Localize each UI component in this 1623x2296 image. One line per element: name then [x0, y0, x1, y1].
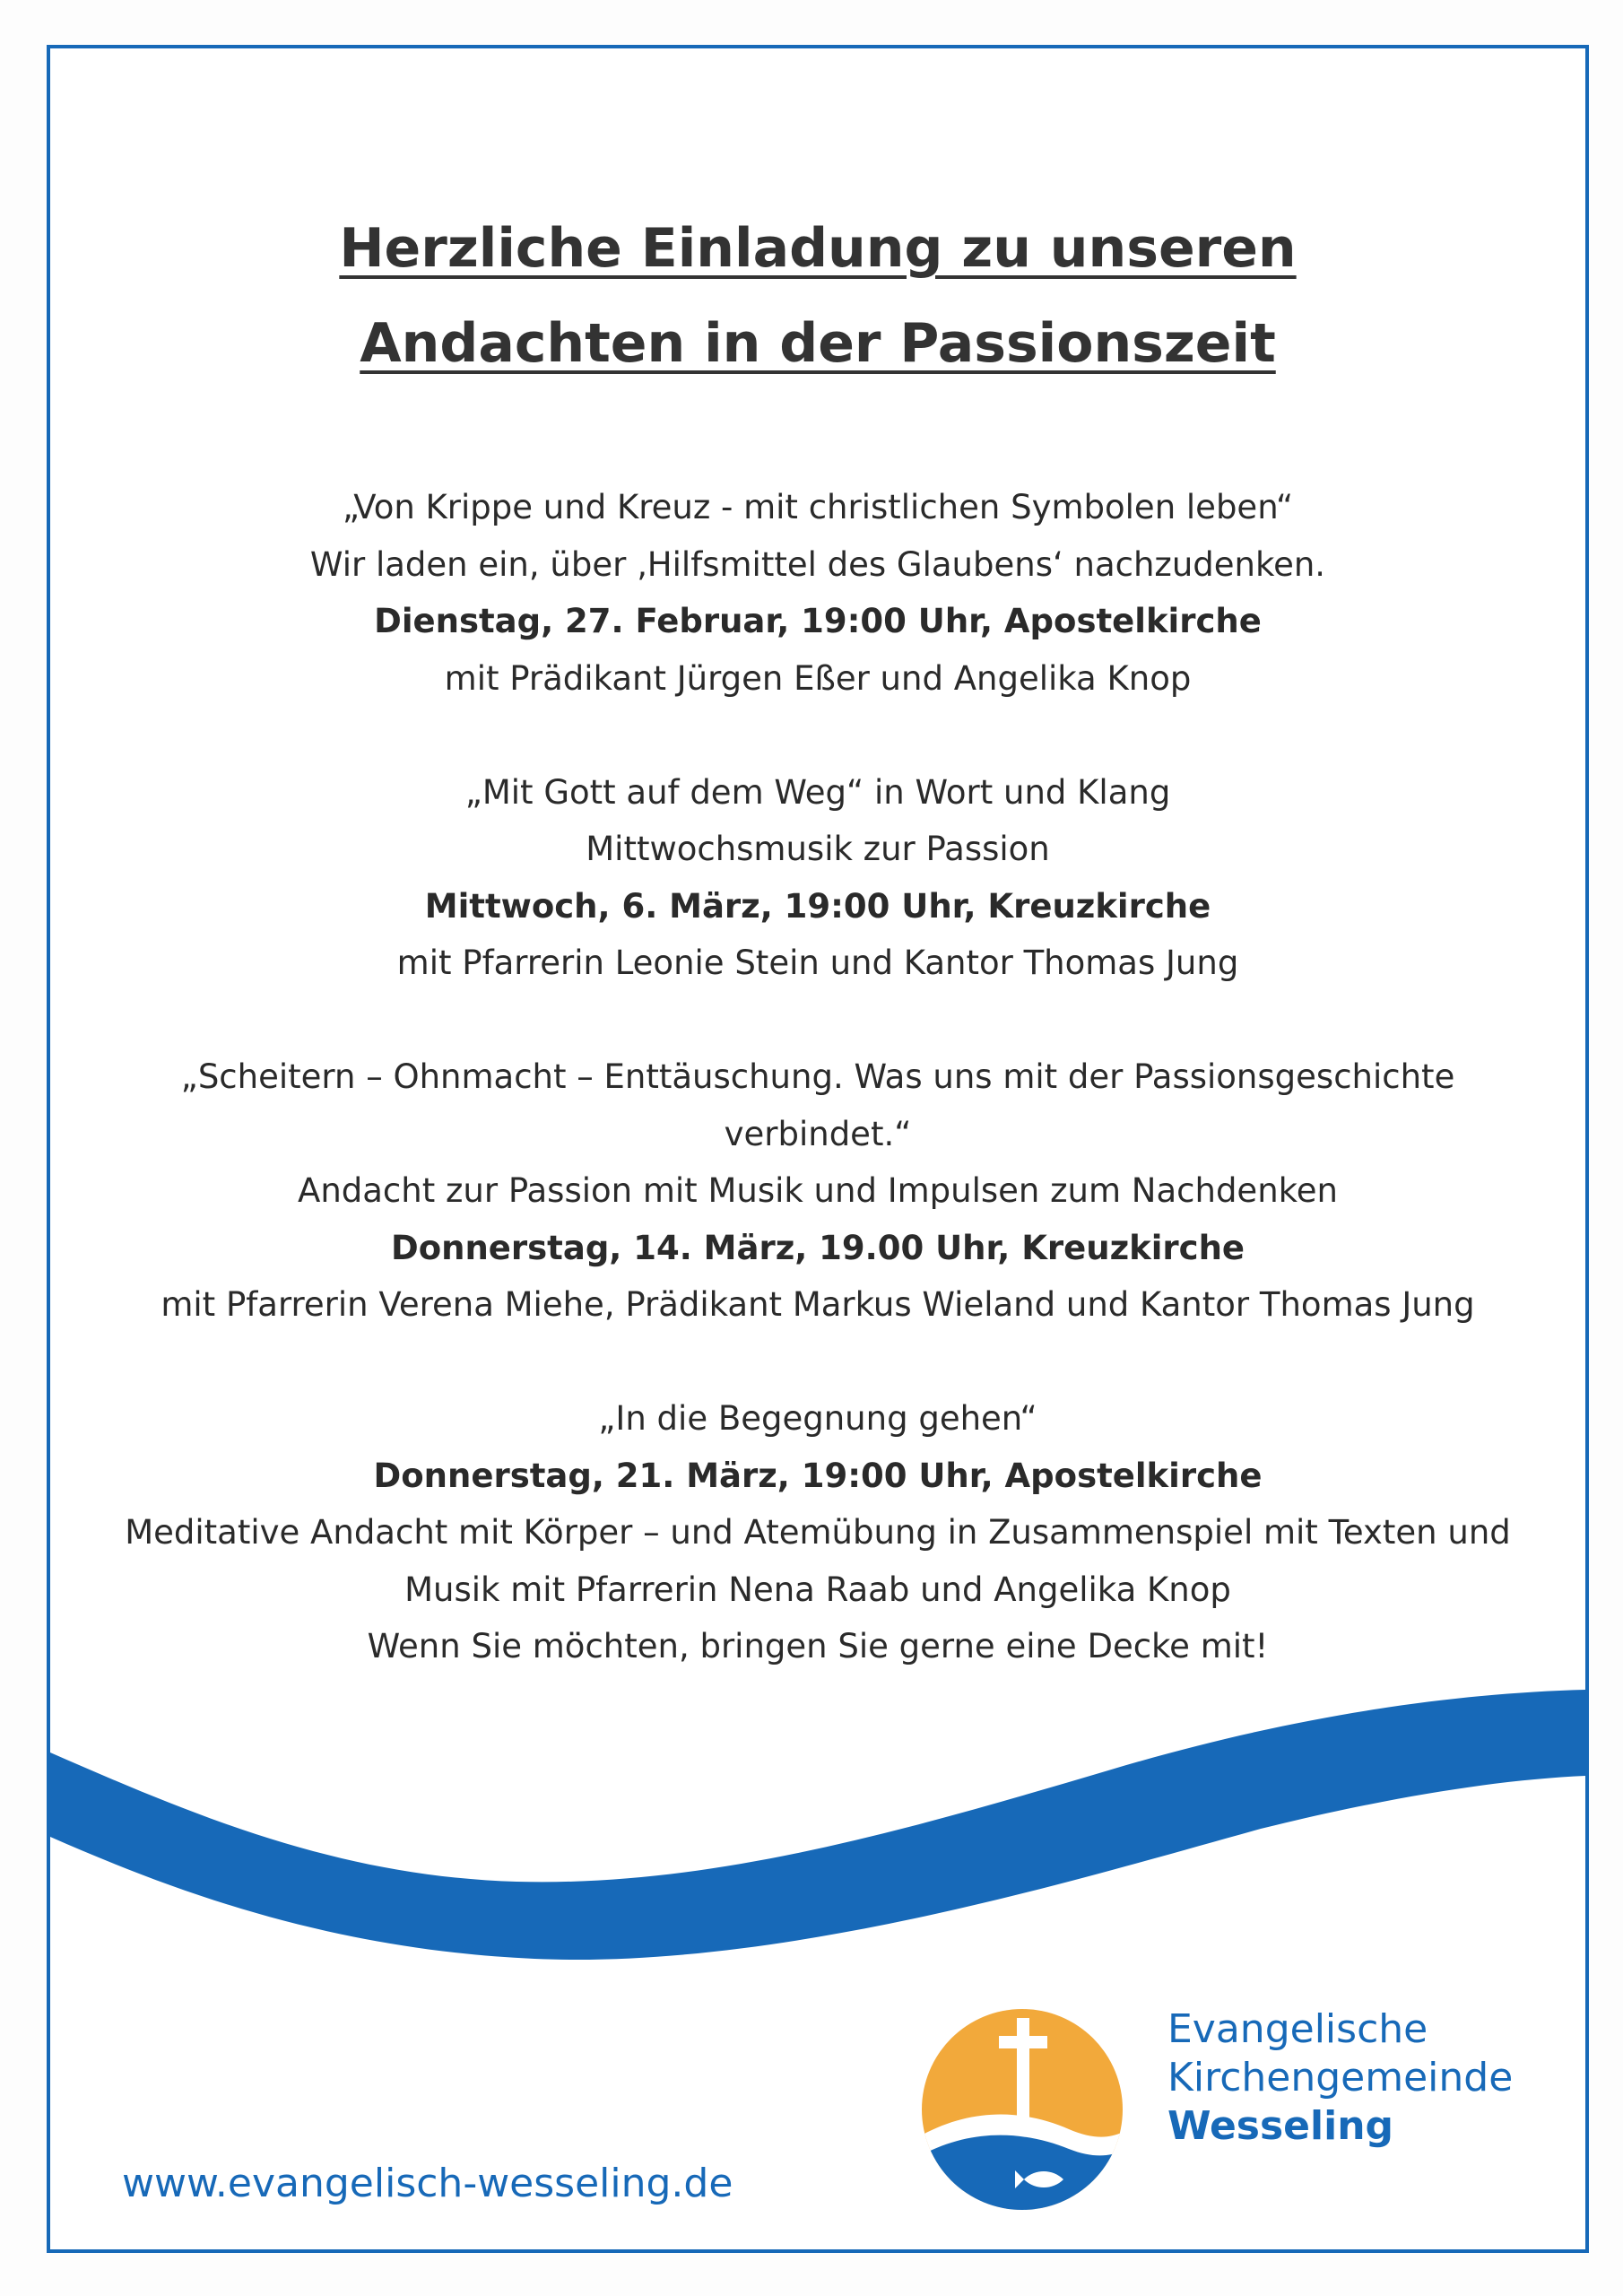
- event-theme-line-1: „Scheitern – Ohnmacht – Enttäuschung. Was uns mit der Passionsgeschichte: [180, 1057, 1455, 1096]
- event-description: Mittwochsmusik zur Passion: [586, 830, 1050, 868]
- event-theme-line-2: verbindet.“: [724, 1114, 912, 1153]
- event-description-line-1: Meditative Andacht mit Körper – und Atemübung in Zusammenspiel mit Texten und: [125, 1513, 1511, 1552]
- church-logo-icon: [916, 2004, 1128, 2215]
- event-description: Andacht zur Passion mit Musik und Impulsen zum Nachdenken: [298, 1171, 1338, 1210]
- event-1: [50, 479, 1585, 707]
- event-description: Wir laden ein, über ‚Hilfsmittel des Glaubens‘ nachzudenken.: [309, 544, 1326, 584]
- title-line-1: Herzliche Einladung zu unseren: [339, 217, 1297, 280]
- event-3: [50, 1048, 1585, 1334]
- event-datetime: Dienstag, 27. Februar, 19:00 Uhr, Apostelkirche: [374, 602, 1262, 640]
- org-line-3: Wesseling: [1167, 2103, 1394, 2149]
- event-description-line-2: Musik mit Pfarrerin Nena Raab und Angelika Knop: [404, 1570, 1231, 1609]
- event-people: mit Pfarrerin Leonie Stein und Kantor Thomas Jung: [396, 944, 1239, 982]
- invitation-title: [50, 201, 1585, 391]
- event-theme: „Von Krippe und Kreuz - mit christlichen Symbolen leben“: [342, 488, 1294, 526]
- event-people: mit Prädikant Jürgen Eßer und Angelika Knop: [444, 658, 1192, 698]
- website-link[interactable]: www.evangelisch-wesseling.de: [122, 2161, 733, 2206]
- event-datetime: Donnerstag, 21. März, 19:00 Uhr, Apostelkirche: [373, 1456, 1263, 1495]
- event-people: mit Pfarrerin Verena Miehe, Prädikant Markus Wieland und Kantor Thomas Jung: [161, 1285, 1475, 1324]
- org-line-2: Kirchengemeinde: [1167, 2055, 1514, 2100]
- org-line-1: Evangelische: [1167, 2006, 1428, 2052]
- event-4: [50, 1390, 1585, 1675]
- event-list: [50, 479, 1585, 1732]
- page-frame: [47, 45, 1589, 2253]
- organization-name: [1167, 2005, 1513, 2151]
- event-2: [50, 764, 1585, 992]
- event-datetime: Mittwoch, 6. März, 19:00 Uhr, Kreuzkirche: [424, 886, 1211, 926]
- title-line-2: Andachten in der Passionszeit: [360, 312, 1276, 375]
- event-theme: „In die Begegnung gehen“: [598, 1399, 1037, 1438]
- event-note: Wenn Sie möchten, bringen Sie gerne eine Decke mit!: [367, 1627, 1269, 1665]
- event-theme: „Mit Gott auf dem Weg“ in Wort und Klang: [464, 772, 1171, 812]
- event-datetime: Donnerstag, 14. März, 19.00 Uhr, Kreuzkirche: [390, 1228, 1245, 1267]
